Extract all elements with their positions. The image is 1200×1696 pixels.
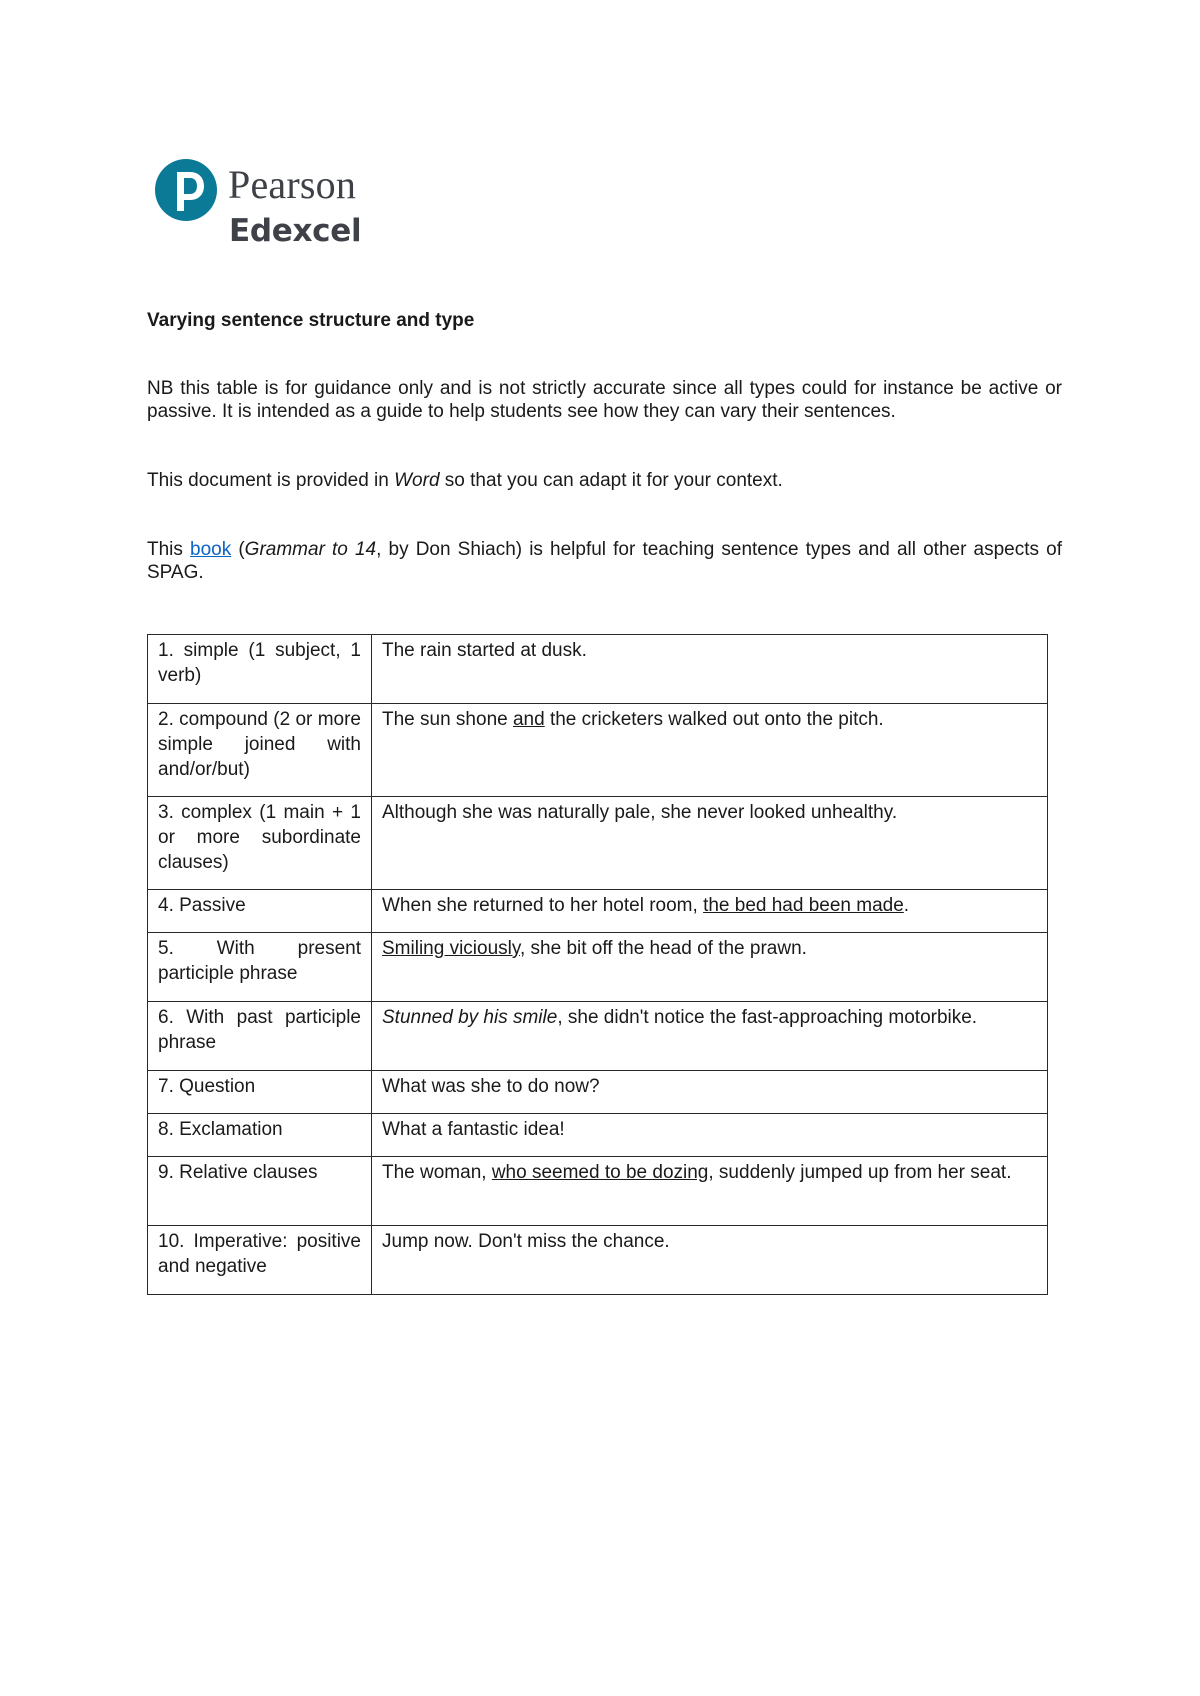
sentence-type-cell: 6. With past participle phrase xyxy=(148,1002,372,1071)
example-cell: When she returned to her hotel room, the bed had been made. xyxy=(372,890,1048,933)
table-row xyxy=(148,704,1048,797)
table-row xyxy=(148,1226,1048,1295)
table-row xyxy=(148,1002,1048,1071)
table-row xyxy=(148,635,1048,704)
sentence-type-cell: 1. simple (1 subject, 1 verb) xyxy=(148,635,372,704)
example-cell: Smiling viciously, she bit off the head of the prawn. xyxy=(372,933,1048,1002)
table-row xyxy=(148,890,1048,933)
sentence-type-cell: 9. Relative clauses xyxy=(148,1157,372,1226)
logo-sub: Edexcel xyxy=(229,213,362,249)
word-paragraph: This document is provided in Word so that you can adapt it for your context. xyxy=(147,470,783,491)
example-cell: Jump now. Don't miss the chance. xyxy=(372,1226,1048,1295)
example-cell: Although she was naturally pale, she never looked unhealthy. xyxy=(372,797,1048,890)
table-row xyxy=(148,1157,1048,1226)
sentence-type-cell: 7. Question xyxy=(148,1071,372,1114)
book-link[interactable]: book xyxy=(190,539,232,560)
example-cell: What a fantastic idea! xyxy=(372,1114,1048,1157)
logo-brand: Pearson xyxy=(228,162,357,207)
sentence-type-cell: 4. Passive xyxy=(148,890,372,933)
table-row xyxy=(148,1114,1048,1157)
example-cell: The woman, who seemed to be dozing, suddenly jumped up from her seat. xyxy=(372,1157,1048,1226)
table-row xyxy=(148,797,1048,890)
page-title: Varying sentence structure and type xyxy=(147,310,475,331)
sentence-type-cell: 2. compound (2 or more simple joined with and/or/but) xyxy=(148,704,372,797)
example-cell: The rain started at dusk. xyxy=(372,635,1048,704)
table-row xyxy=(148,933,1048,1002)
example-cell: Stunned by his smile, she didn't notice the fast-approaching motorbike. xyxy=(372,1002,1048,1071)
sentence-type-cell: 5. With present participle phrase xyxy=(148,933,372,1002)
example-cell: What was she to do now? xyxy=(372,1071,1048,1114)
sentence-type-cell: 10. Imperative: positive and negative xyxy=(148,1226,372,1295)
sentence-type-cell: 3. complex (1 main + 1 or more subordinate clauses) xyxy=(148,797,372,890)
nb-paragraph: NB this table is for guidance only and is not strictly accurate since all types could for instance be active or passive. It is intended as a guide to help students see how they can vary their sentences. xyxy=(147,378,1062,422)
document-body xyxy=(147,309,1062,584)
book-paragraph: This book (Grammar to 14, by Don Shiach) is helpful for teaching sentence types and all other aspects of SPAG. xyxy=(147,539,1062,583)
pearson-edexcel-logo xyxy=(155,155,395,255)
sentence-types-table xyxy=(147,634,1048,1295)
example-cell: The sun shone and the cricketers walked out onto the pitch. xyxy=(372,704,1048,797)
pearson-p-icon xyxy=(155,155,219,225)
sentence-type-cell: 8. Exclamation xyxy=(148,1114,372,1157)
table-row xyxy=(148,1071,1048,1114)
